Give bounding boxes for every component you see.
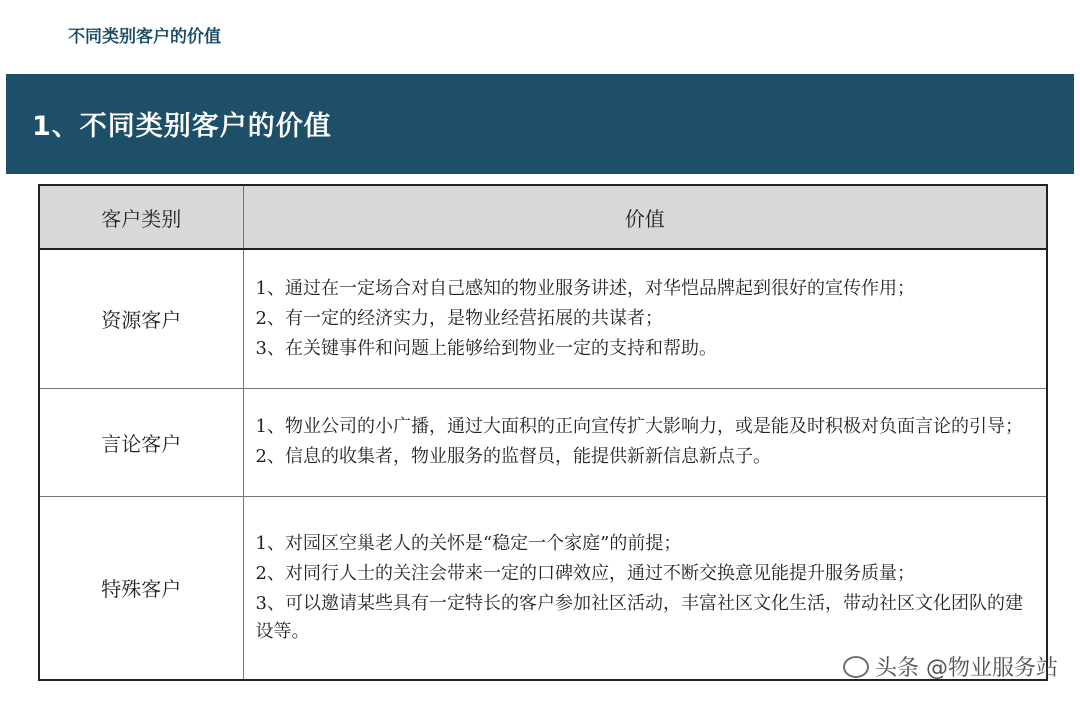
value-point: 2、有一定的经济实力，是物业经营拓展的共谋者； xyxy=(255,307,663,329)
category-cell: 特殊客户 xyxy=(39,496,243,680)
table-row xyxy=(39,249,1047,388)
table-row xyxy=(39,388,1047,496)
title-banner xyxy=(6,74,1074,174)
value-point: 1、物业公司的小广播，通过大面积的正向宣传扩大影响力，或是能及时积极对负面言论的引导； xyxy=(255,416,1023,437)
wechat-logo-icon xyxy=(843,656,869,678)
watermark-text: 头条 @物业服务站 xyxy=(875,656,1058,681)
category-cell: 言论客户 xyxy=(39,388,243,496)
page-title: 1、不同类别客户的价值 xyxy=(32,111,332,142)
value-point: 2、信息的收集者，物业服务的监督员，能提供新新信息新点子。 xyxy=(255,446,771,467)
column-header-value: 价值 xyxy=(243,185,1047,249)
page-subtitle: 不同类别客户的价值 xyxy=(68,27,221,47)
watermark xyxy=(843,651,1058,682)
value-point: 3、可以邀请某些具有一定特长的客户参加社区活动，丰富社区文化生活，带动社区文化团队的建设等。 xyxy=(255,592,1023,642)
column-header-category: 客户类别 xyxy=(39,185,243,249)
customer-value-table xyxy=(38,184,1048,681)
value-cell xyxy=(243,249,1047,388)
value-point: 1、通过在一定场合对自己感知的物业服务讲述，对华恺品牌起到很好的宣传作用； xyxy=(255,277,915,299)
table-header-row xyxy=(39,185,1047,249)
value-point: 1、对园区空巢老人的关怀是“稳定一个家庭”的前提； xyxy=(255,532,682,554)
value-point: 2、对同行人士的关注会带来一定的口碑效应，通过不断交换意见能提升服务质量； xyxy=(255,562,915,584)
value-point: 3、在关键事件和问题上能够给到物业一定的支持和帮助。 xyxy=(255,337,717,359)
category-cell: 资源客户 xyxy=(39,249,243,388)
value-cell xyxy=(243,388,1047,496)
